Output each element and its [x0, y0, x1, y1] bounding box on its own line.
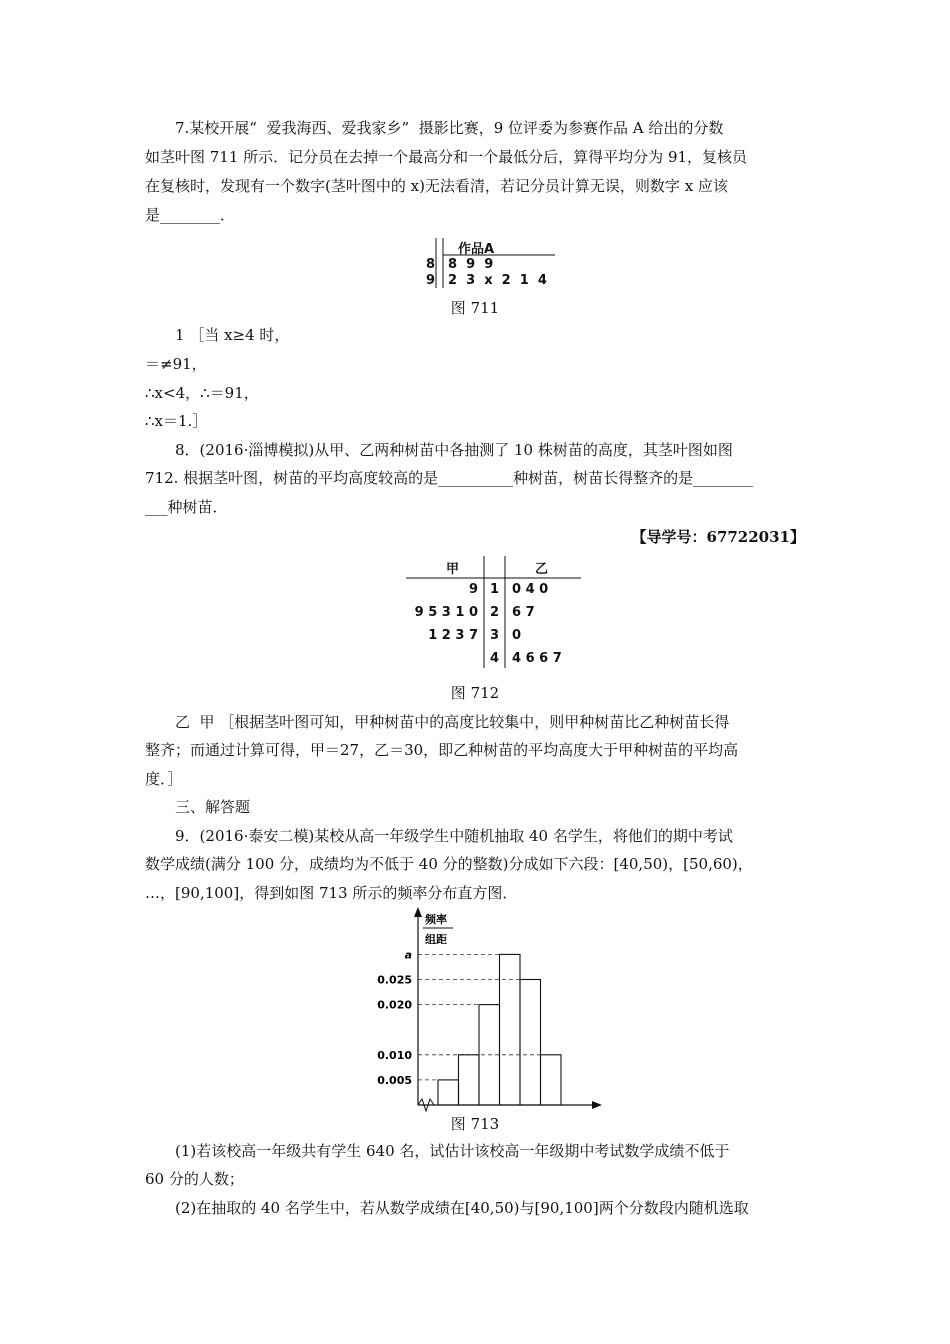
stem-leaf-712-stem: 2	[490, 605, 500, 620]
figure-caption-712: 图 712	[450, 684, 500, 702]
histogram-ylabel-top: 频率	[425, 913, 447, 926]
q7-answer-1: 1 ［当 x≥4 时，	[175, 326, 290, 344]
q9-line-3: …，[90,100]，得到如图 713 所示的频率分布直方图．	[145, 884, 518, 902]
q8-answer-1: 乙 甲 ［根据茎叶图可知，甲种树苗中的高度比较集中，则甲种树苗比乙种树苗长得	[175, 713, 730, 731]
stem-leaf-712-stem: 3	[490, 628, 500, 643]
figure-caption-713: 图 713	[450, 1115, 500, 1133]
histogram-ylabel-bottom: 组距	[425, 933, 447, 946]
q7-answer-2: ＝≠91，	[145, 355, 207, 373]
stem-leaf-712-right: 0	[512, 628, 522, 643]
stem-leaf-712-right-header: 乙	[535, 562, 549, 577]
stem-leaf-711-header: 作品A	[458, 242, 495, 257]
section-heading: 三、解答题	[175, 798, 251, 816]
stem-leaf-712-left: 9	[468, 582, 478, 597]
q7-answer-4: ∴x＝1.］	[145, 412, 208, 430]
histogram-bar	[541, 1055, 562, 1105]
histogram-bar	[500, 954, 521, 1105]
histogram-y-tick: a	[404, 948, 412, 962]
q7-line-3: 在复核时，发现有一个数字(茎叶图中的 x)无法看清，若记分员计算无误，则数字 x 应该	[145, 177, 728, 195]
q9-line-2: 数学成绩(满分 100 分，成绩均为不低于 40 分的整数)分成如下六段：[40,50)，[50,60)，	[145, 855, 753, 873]
stem-leaf-711-leaves: 8 9 9	[448, 257, 494, 272]
q7-answer-3: ∴x<4，∴＝91，	[145, 384, 259, 402]
q7-line-2: 如茎叶图 711 所示．记分员在去掉一个最高分和一个最低分后，算得平均分为 91，复核员	[145, 148, 748, 166]
q8-line-3: ___种树苗．	[145, 498, 228, 516]
histogram-bar	[520, 980, 541, 1106]
stem-leaf-712-stem: 4	[490, 651, 500, 666]
q9-part-2: (2)在抽取的 40 名学生中，若从数学成绩在[40,50)与[90,100]两个分数段内随机选取	[175, 1199, 749, 1217]
histogram-y-tick: 0.025	[377, 973, 412, 987]
histogram-y-tick: 0.005	[377, 1073, 412, 1087]
q9-line-1: 9．(2016·泰安二模)某校从高一年级学生中随机抽取 40 名学生，将他们的期中考试	[175, 827, 733, 845]
histogram-y-tick: 0.020	[377, 998, 412, 1012]
stem-leaf-712-left: 1 2 3 7	[428, 628, 478, 643]
q8-answer-3: 度．］	[145, 770, 183, 788]
histogram-713	[0, 905, 950, 1115]
histogram-bar	[438, 1080, 459, 1105]
stem-leaf-711-stem: 9	[426, 273, 436, 288]
stem-leaf-711-leaves: 2 3 x 2 1 4	[448, 273, 547, 288]
histogram-bar	[459, 1055, 480, 1105]
stem-leaf-711-stem: 8	[426, 257, 436, 272]
q8-line-1: 8．(2016·淄博模拟)从甲、乙两种树苗中各抽测了 10 株树苗的高度，其茎叶图如图	[175, 441, 733, 459]
stem-leaf-712-right: 4 6 6 7	[512, 651, 562, 666]
q8-line-2: 712. 根据茎叶图，树苗的平均高度较高的是__________种树苗，树苗长得整齐的是________	[145, 469, 754, 487]
stem-leaf-712-stem: 1	[490, 582, 500, 597]
q9-part-1: (1)若该校高一年级共有学生 640 名，试估计该校高一年级期中考试数学成绩不低于	[175, 1142, 730, 1160]
histogram-y-tick: 0.010	[377, 1048, 412, 1062]
stem-leaf-712-left: 9 5 3 1 0	[414, 605, 478, 620]
stem-leaf-712-right: 0 4 0	[512, 582, 549, 597]
q9-part-1-cont: 60 分的人数；	[145, 1170, 244, 1188]
stem-leaf-712-left-header: 甲	[446, 562, 460, 577]
figure-caption-711: 图 711	[450, 299, 500, 317]
stem-leaf-712-right: 6 7	[512, 605, 535, 620]
guide-number: 【导学号：67722031】	[631, 528, 805, 546]
q7-line-4: 是________．	[145, 206, 236, 224]
q8-answer-2: 整齐；而通过计算可得，甲＝27，乙＝30，即乙种树苗的平均高度大于甲种树苗的平均高	[145, 741, 739, 759]
q7-line-1: 7.某校开展“ 爱我海西、爱我家乡” 摄影比赛，9 位评委为参赛作品 A 给出的分数	[175, 119, 724, 137]
